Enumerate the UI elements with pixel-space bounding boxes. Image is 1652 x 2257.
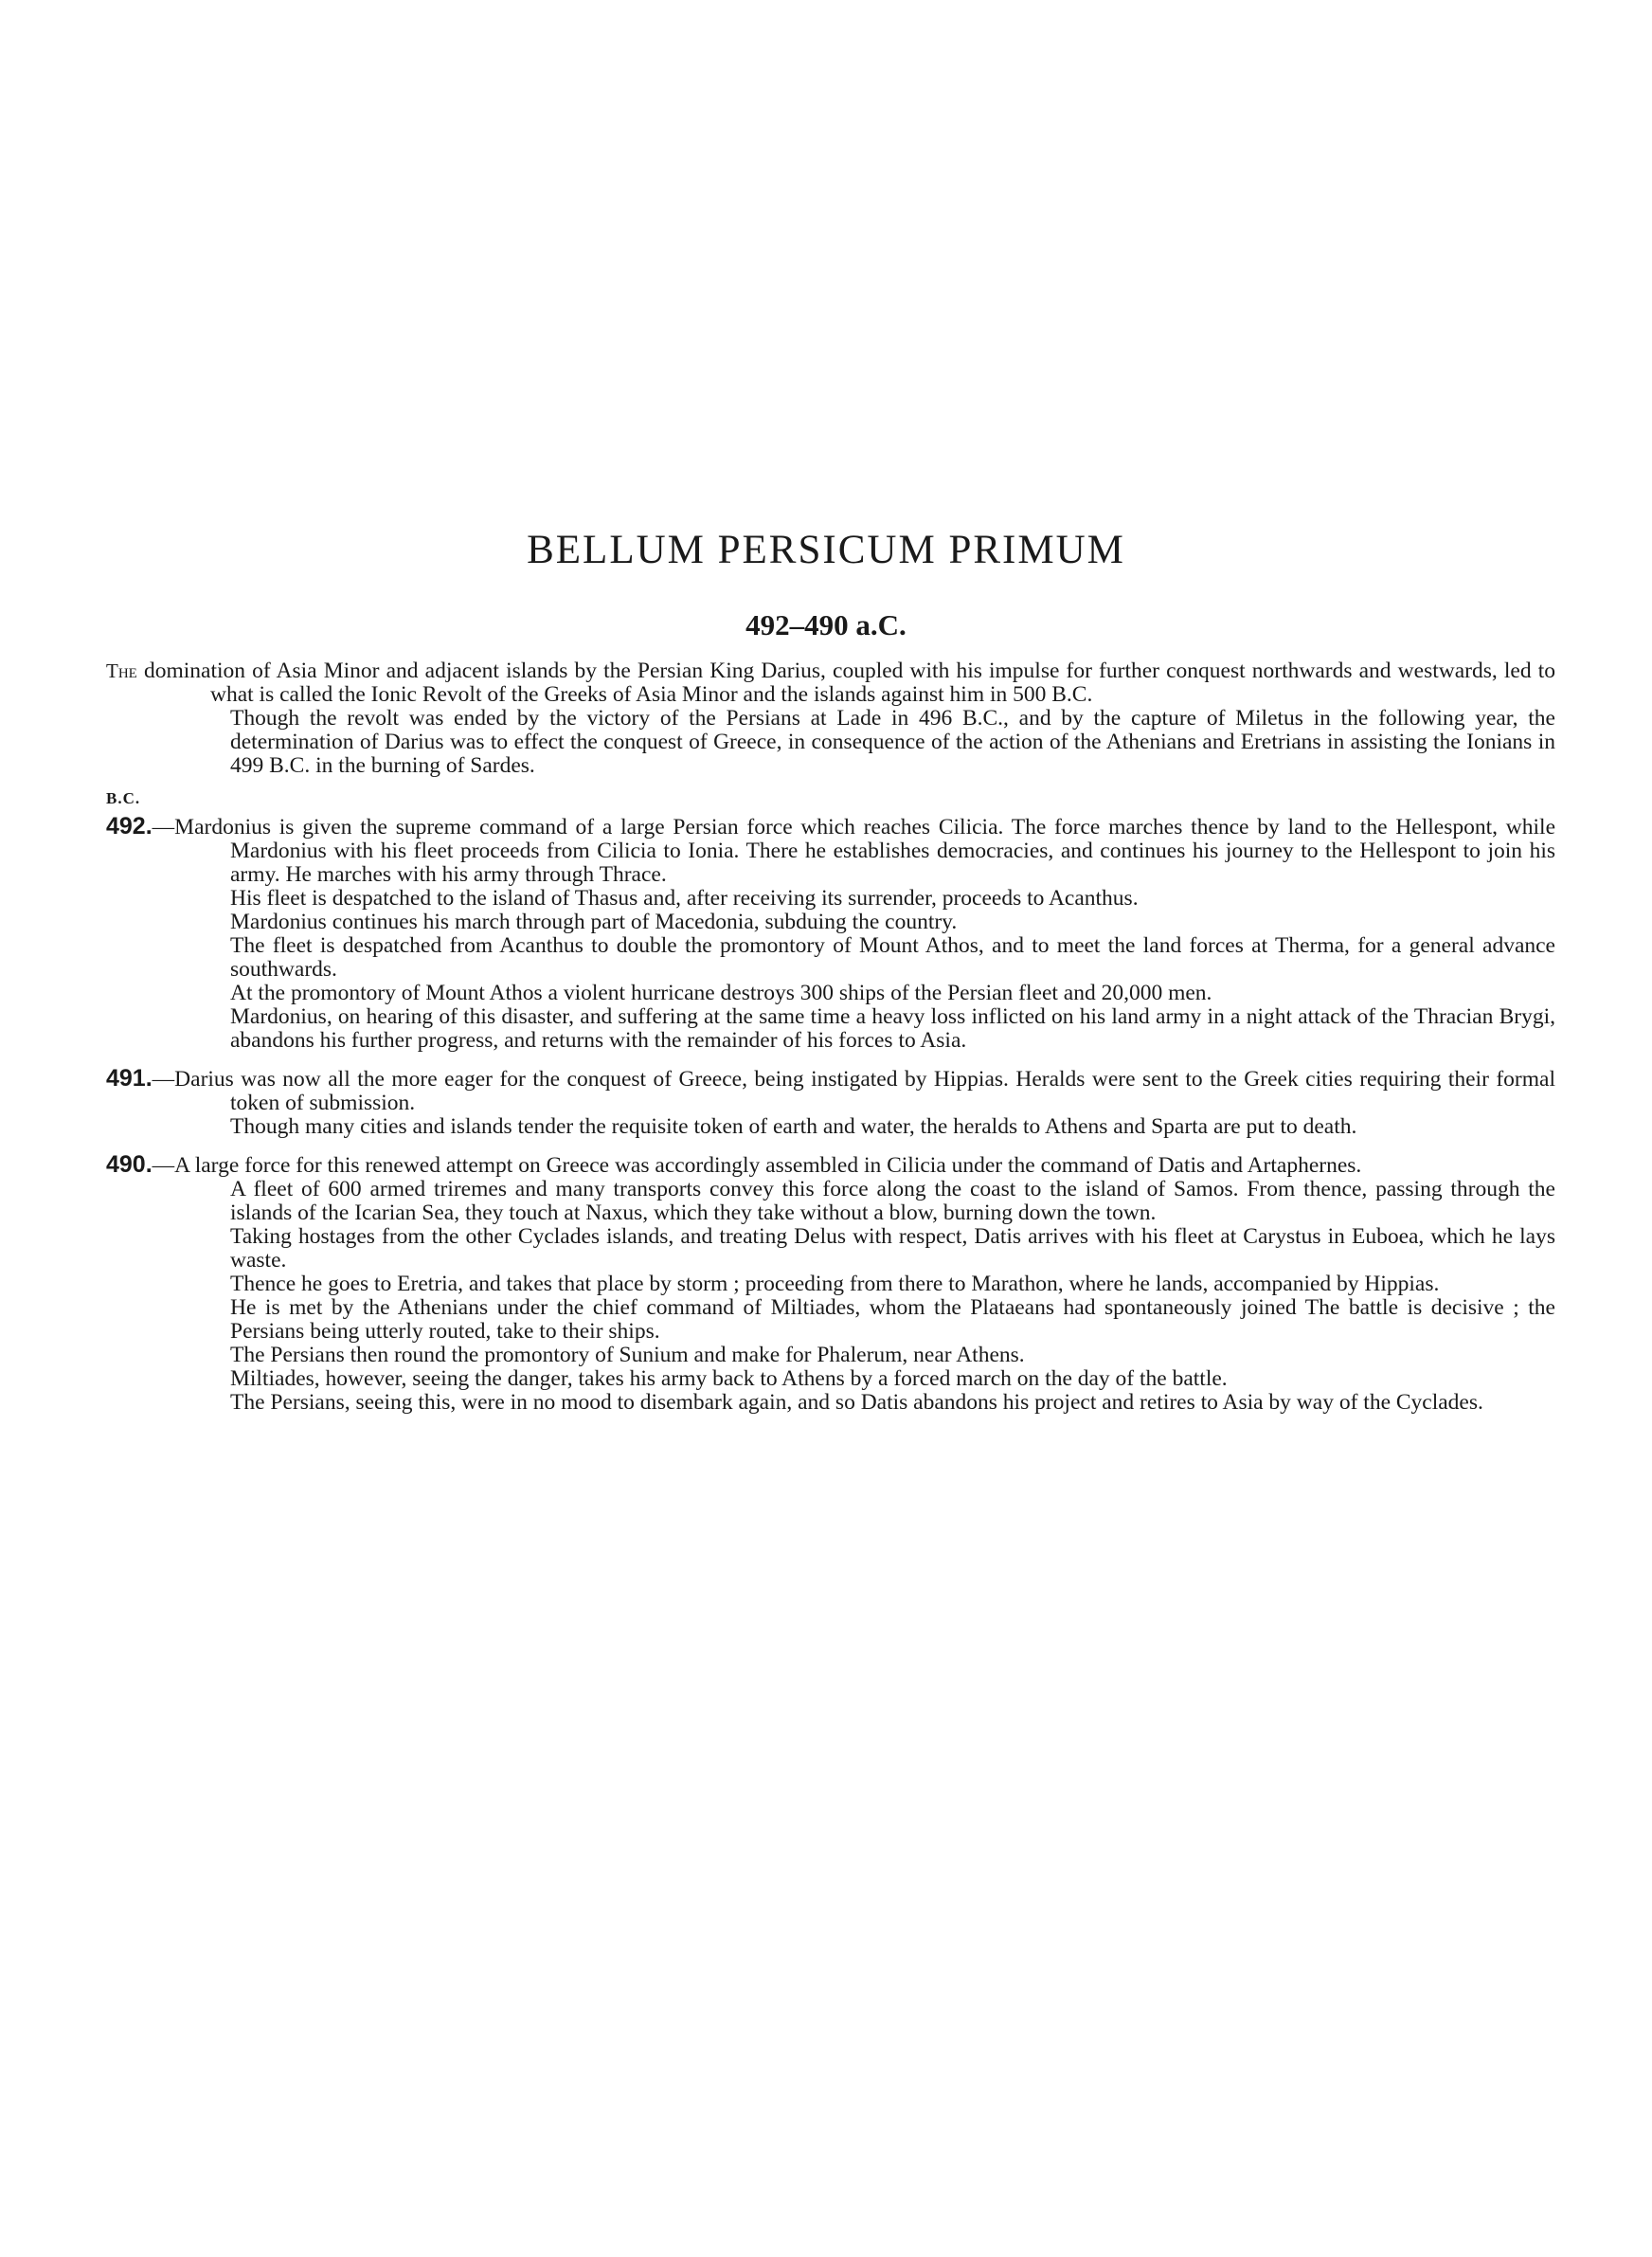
year-label: 490.: [106, 1151, 153, 1178]
intro-paragraph: The domination of Asia Minor and adjacent islands by the Persian King Darius, coupled with his impulse for further conquest northwards and westwards, led to what is called the Ionic Revolt of the Greeks of Asia Minor and the islands against him in 500 B.C.: [106, 659, 1555, 707]
entry-paragraph: Mardonius continues his march through part of Macedonia, subduing the country.: [230, 910, 958, 934]
entry-paragraph: Taking hostages from the other Cyclades islands, and treating Delus with respect, Datis arrives with his fleet at Carystus in Euboea, which he lays waste.: [230, 1224, 1555, 1273]
entry-paragraph: 492.—Mardonius is given the supreme command of a large Persian force which reaches Cilicia. The force marches thence by land to the Hellespont, while Mardonius with his fleet proceeds from Cilicia to Ionia. There he establishes democracies, and continues his journey to the Hellespont to join his army. He marches with his army through Thrace.: [106, 813, 1555, 887]
year-entry-492: [106, 815, 1555, 1053]
intro-paragraph: Though the revolt was ended by the victory of the Persians at Lade in 496 B.C., and by the capture of Miletus in the following year, the determination of Darius was to effect the conquest of Greece, in consequence of the action of the Athenians and Eretrians in assisting the Ionians in 499 B.C. in the burning of Sardes.: [230, 706, 1555, 778]
entry-paragraph: At the promontory of Mount Athos a violent hurricane destroys 300 ships of the Persian fleet and 20,000 men.: [230, 981, 1212, 1005]
bc-label: B.C.: [106, 789, 141, 807]
entry-paragraph: Thence he goes to Eretria, and takes that place by storm ; proceeding from there to Marathon, where he lands, accompanied by Hippias.: [230, 1272, 1440, 1296]
year-entry-491: [106, 1067, 1555, 1139]
entry-paragraph: The Persians, seeing this, were in no mood to disembark again, and so Datis abandons his project and retires to Asia by way of the Cyclades.: [230, 1390, 1483, 1415]
entry-paragraph: 491.—Darius was now all the more eager for the conquest of Greece, being instigated by Hippias. Heralds were sent to the Greek cities requiring their formal token of submission.: [106, 1065, 1555, 1115]
entry-paragraph: Miltiades, however, seeing the danger, takes his army back to Athens by a forced march on the day of the battle.: [230, 1366, 1228, 1391]
entry-paragraph: He is met by the Athenians under the chief command of Miltiades, whom the Plataeans had spontaneously joined The battle is decisive ; the Persians being utterly routed, take to their ships.: [230, 1295, 1555, 1344]
year-label: 491.: [106, 1065, 153, 1092]
entry-paragraph: 490.—A large force for this renewed attempt on Greece was accordingly assembled in Cilicia under the command of Datis and Artaphernes.: [106, 1151, 1362, 1178]
entry-paragraph: A fleet of 600 armed triremes and many transports convey this force along the coast to the island of Samos. From thence, passing through the islands of the Icarian Sea, they touch at Naxus, which they take without a blow, burning down the town.: [230, 1177, 1555, 1225]
year-label: 492.: [106, 813, 153, 840]
date-range-subtitle: 492–490 a.C.: [745, 608, 907, 641]
page-title: BELLUM PERSICUM PRIMUM: [527, 528, 1125, 572]
entry-paragraph: His fleet is despatched to the island of Thasus and, after receiving its surrender, proceeds to Acanthus.: [230, 886, 1139, 911]
entry-paragraph: The fleet is despatched from Acanthus to double the promontory of Mount Athos, and to meet the land forces at Therma, for a general advance southwards.: [230, 933, 1555, 982]
entry-paragraph: Mardonius, on hearing of this disaster, and suffering at the same time a heavy loss inflicted on his land army in a night attack of the Thracian Brygi, abandons his further progress, and returns with the remainder of his forces to Asia.: [230, 1004, 1555, 1053]
body-text: [106, 659, 1555, 1415]
entry-paragraph: Though many cities and islands tender the requisite token of earth and water, the heralds to Athens and Sparta are put to death.: [230, 1114, 1357, 1139]
entry-paragraph: The Persians then round the promontory of Sunium and make for Phalerum, near Athens.: [230, 1343, 1025, 1367]
intro-lead-word: The: [106, 659, 137, 682]
year-entry-490: [106, 1153, 1555, 1415]
